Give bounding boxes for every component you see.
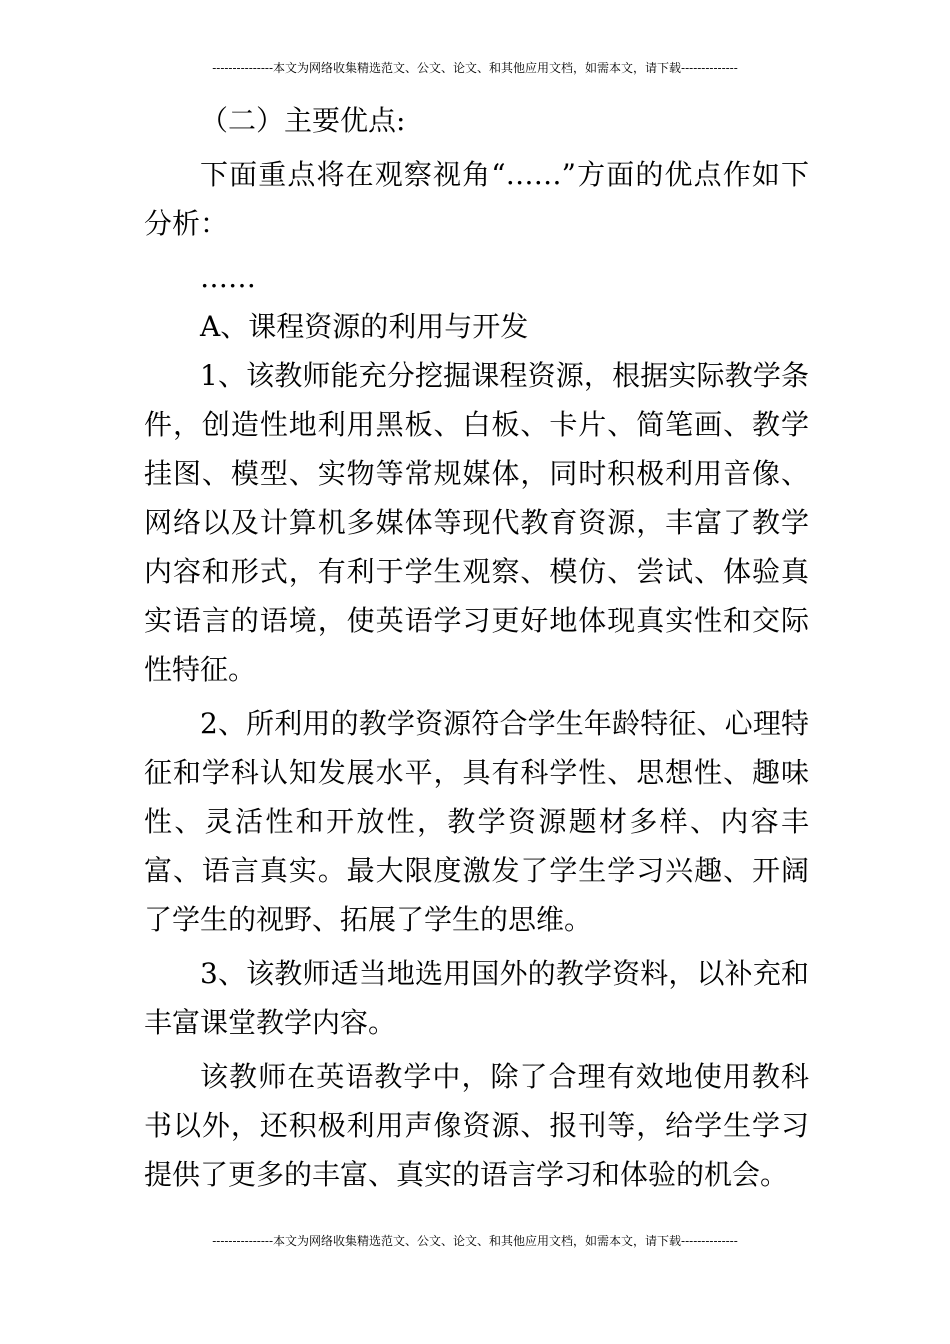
paragraph-3: 3、该教师适当地选用国外的教学资料，以补充和丰富课堂教学内容。 [144,957,809,1039]
paragraph-4: 该教师在英语教学中，除了合理有效地使用教科书以外，还积极利用声像资源、报刊等，给学生学习提供了更多的丰富、真实的语言学习和体验的机会。 [144,1060,809,1191]
document-body [144,96,809,1199]
footer-banner: ---------------本文为网络收集精选范文、公文、论文、和其他应用文档，如需本文，请下载-------------- [212,1234,738,1248]
header-banner: ---------------本文为网络收集精选范文、公文、论文、和其他应用文档，如需本文，请下载-------------- [212,61,738,75]
paragraph-2: 2、所利用的教学资源符合学生年龄特征、心理特征和学科认知发展水平，具有科学性、思想性、趣味性、灵活性和开放性，教学资源题材多样、内容丰富、语言真实。最大限度激发了学生学习兴趣、开阔了学生的视野、拓展了学生的思维。 [144,707,809,936]
ellipsis-line: …… [200,261,256,294]
subsection-heading: A、课程资源的利用与开发 [200,310,529,343]
section-heading: （二）主要优点: [200,104,406,137]
paragraph-1: 1、该教师能充分挖掘课程资源，根据实际教学条件，创造性地利用黑板、白板、卡片、简笔画、教学挂图、模型、实物等常规媒体，同时积极利用音像、网络以及计算机多媒体等现代教育资源，丰富了教学内容和形式，有利于学生观察、模仿、尝试、体验真实语言的语境，使英语学习更好地体现真实性和交际性特征。 [144,359,809,686]
intro-paragraph: 下面重点将在观察视角“……”方面的优点作如下分析： [144,158,809,240]
